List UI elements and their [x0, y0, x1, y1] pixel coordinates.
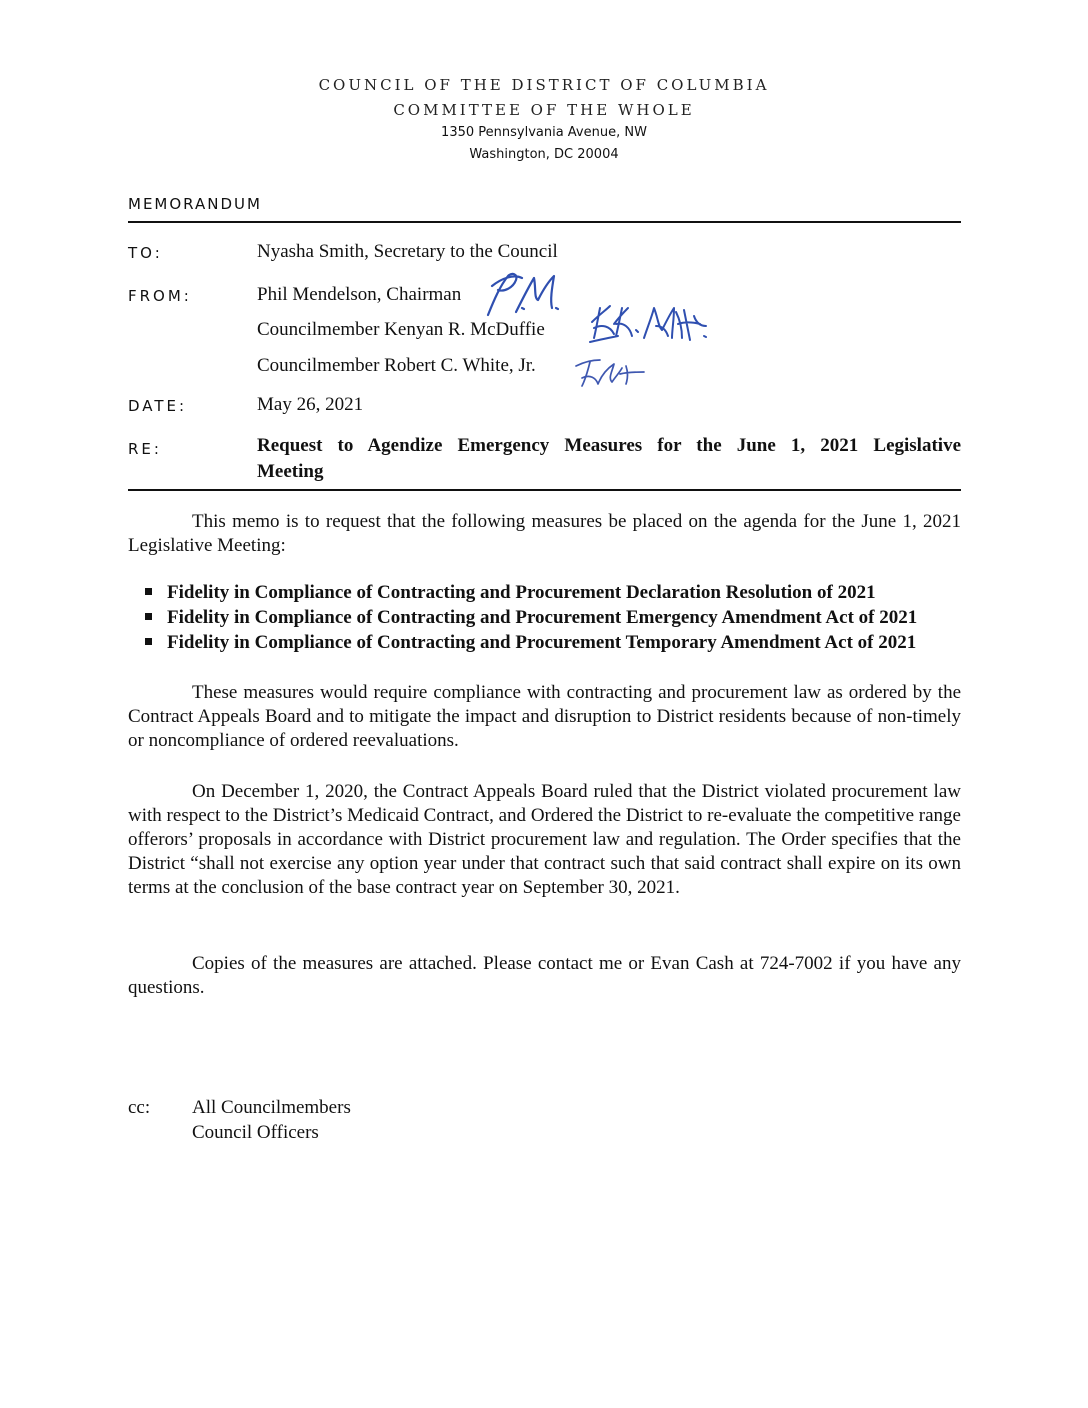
measure-title: Fidelity in Compliance of Contracting and Procurement Declaration Resolution of 2021: [167, 582, 876, 603]
list-item: [145, 630, 995, 655]
letterhead-city: Washington, DC 20004: [469, 147, 619, 162]
signature-mcduffie: [588, 302, 716, 348]
measure-title: Fidelity in Compliance of Contracting and Procurement Temporary Amendment Act of 2021: [167, 632, 917, 653]
re-value: [257, 433, 961, 485]
date-value: May 26, 2021: [257, 394, 364, 415]
intro-paragraph: This memo is to request that the following measures be placed on the agenda for the June 1, 2021 Legislative Meeting:: [128, 511, 961, 556]
square-bullet-icon: [145, 638, 152, 645]
memo-label: MEMORANDUM: [128, 195, 262, 213]
re-label: RE:: [128, 440, 162, 458]
header-top-rule: [128, 221, 961, 223]
from-value-mcduffie: Councilmember Kenyan R. McDuffie: [257, 319, 545, 340]
measure-title: Fidelity in Compliance of Contracting and Procurement Emergency Amendment Act of 2021: [167, 607, 918, 628]
contact-paragraph: Copies of the measures are attached. Please contact me or Evan Cash at 724-7002 if you have any questions.: [128, 953, 961, 998]
to-value: Nyasha Smith, Secretary to the Council: [257, 241, 558, 262]
list-item: [145, 580, 995, 605]
compliance-paragraph: These measures would require compliance with contracting and procurement law as ordered by the Contract Appeals Board and to mitigate the impact and disruption to District residents because of non-timely or noncompliance of ordered reevaluations.: [128, 682, 961, 751]
cc-recipient: All Councilmembers: [192, 1097, 351, 1118]
letterhead-organization: COUNCIL OF THE DISTRICT OF COLUMBIA: [318, 76, 770, 94]
date-label: DATE:: [128, 397, 188, 415]
signature-white: [572, 354, 652, 390]
cc-recipient: Council Officers: [192, 1122, 319, 1143]
square-bullet-icon: [145, 588, 152, 595]
list-item: [145, 605, 995, 630]
square-bullet-icon: [145, 613, 152, 620]
letterhead-address: 1350 Pennsylvania Avenue, NW: [441, 125, 647, 140]
measures-list: [145, 580, 995, 655]
to-label: TO:: [128, 244, 163, 262]
from-label: FROM:: [128, 287, 192, 305]
header-bottom-rule: [128, 489, 961, 491]
cc-label: cc:: [128, 1097, 151, 1118]
re-value-line1: Request to Agendize Emergency Measures for the June 1, 2021 Legislative: [257, 435, 961, 456]
signature-mendelson: [478, 270, 568, 320]
re-value-line2: Meeting: [257, 461, 324, 482]
ruling-paragraph: On December 1, 2020, the Contract Appeals Board ruled that the District violated procurement law with respect to the District’s Medicaid Contract, and Ordered the District to re-evaluate the competitive range offerors’ proposals in accordance with District procurement law and regulation. The Order specifies that the District “shall not exercise any option year under that contract such that said contract shall expire on its own terms at the conclusion of the base contract year on September 30, 2021.: [128, 781, 961, 898]
from-value-white: Councilmember Robert C. White, Jr.: [257, 355, 536, 376]
letterhead-committee: COMMITTEE OF THE WHOLE: [393, 101, 695, 119]
from-value-chairman: Phil Mendelson, Chairman: [257, 284, 462, 305]
